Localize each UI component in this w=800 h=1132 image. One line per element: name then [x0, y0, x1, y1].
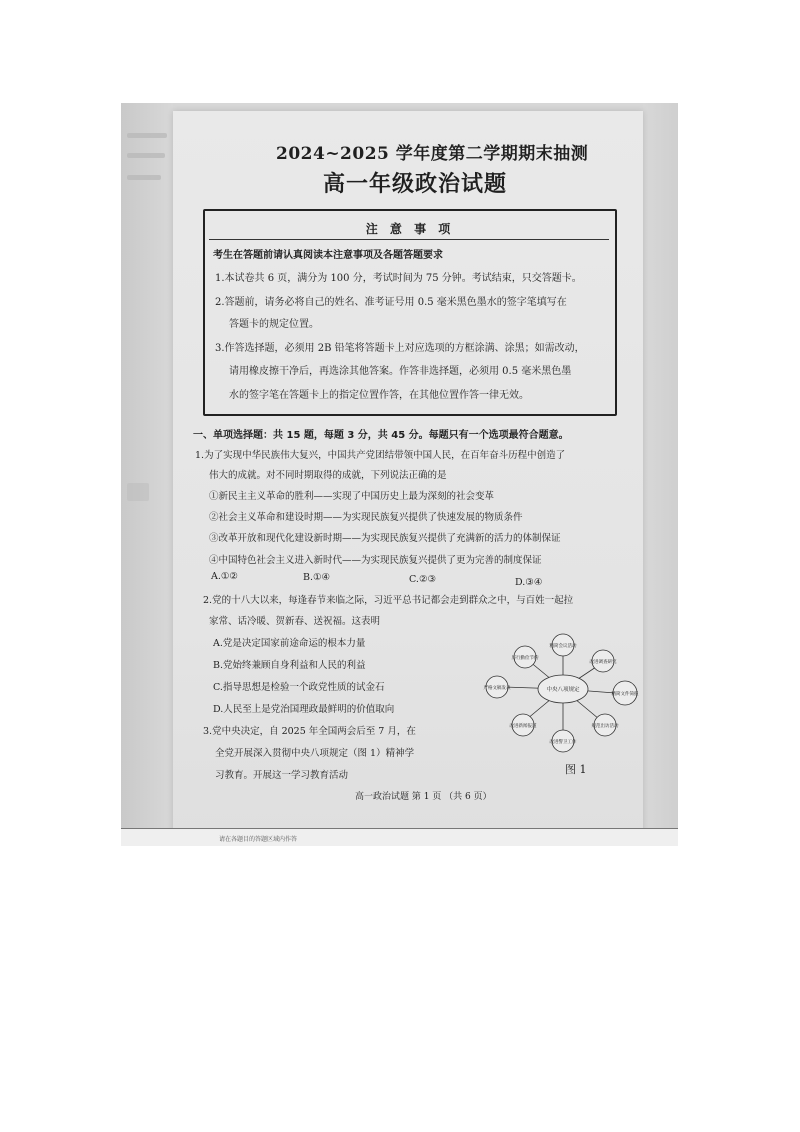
diagram-node-label: 精简会议活动: [549, 644, 577, 649]
diagram-node-label: 改进警卫工作: [549, 740, 577, 745]
q1-statement: ③改革开放和现代化建设新时期——为实现民族复兴提供了充满新的活力的体制保证: [209, 533, 561, 544]
q1-option: C.②③: [409, 574, 436, 585]
q2-option: A.党是决定国家前途命运的根本力量: [213, 638, 366, 649]
q3-stem: 习教育。开展这一学习教育活动: [215, 770, 349, 781]
q2-stem: 家常、话冷暖、贺新春、送祝福。这表明: [209, 616, 381, 627]
diagram-node-label: 精简文件简报: [611, 692, 639, 697]
photo-frame: [121, 103, 678, 846]
page-footer: 高一政治试题 第 1 页 （共 6 页）: [355, 792, 492, 802]
diagram-node-label: 规范出访活动: [591, 724, 619, 729]
answer-sheet-text: 请在各题目的答题区域内作答: [219, 836, 298, 843]
section-heading: 一、单项选择题：共 15 题，每题 3 分，共 45 分。每题只有一个选项最符合题意。: [193, 430, 569, 441]
q2-stem: 2.党的十八大以来，每逢春节来临之际，习近平总书记都会走到群众之中，与百姓一起拉: [203, 595, 574, 606]
diagram-node-label: 改进新闻报道: [509, 724, 537, 729]
notice-item: 2.答题前，请务必将自己的姓名、准考证号用 0.5 毫米黑色墨水的签字笔填写在: [215, 297, 567, 308]
q1-statement: ①新民主主义革命的胜利——实现了中国历史上最为深刻的社会变革: [209, 491, 495, 502]
q1-statement: ②社会主义革命和建设时期——为实现民族复兴提供了快速发展的物质条件: [209, 512, 523, 523]
notice-box: [203, 209, 617, 416]
background-page-right: [643, 103, 678, 846]
diagram-center-label: 中央八项规定: [546, 687, 580, 693]
q1-stem: 1.为了实现中华民族伟大复兴，中国共产党团结带领中国人民，在百年奋斗历程中创造了: [195, 450, 566, 461]
notice-item: 请用橡皮擦干净后，再选涂其他答案。作答非选择题，必须用 0.5 毫米黑色墨: [229, 366, 572, 377]
q2-option: B.党始终兼顾自身利益和人民的利益: [213, 660, 366, 671]
diagram-node-label: 厉行勤俭节约: [511, 656, 539, 661]
q3-stem: 全党开展深入贯彻中央八项规定（图 1）精神学: [215, 748, 415, 759]
q1-stem: 伟大的成就。对不同时期取得的成就，下列说法正确的是: [209, 470, 447, 481]
school-year-title: 2024~2025 学年度第二学期期末抽测: [276, 144, 589, 164]
notice-item: 1.本试卷共 6 页，满分为 100 分，考试时间为 75 分钟。考试结束，只交答题卡。: [215, 273, 582, 284]
notice-item: 答题卡的规定位置。: [229, 319, 319, 330]
q3-stem: 3.党中央决定，自 2025 年全国两会后至 7 月，在: [203, 726, 416, 737]
notice-divider: [209, 239, 609, 240]
exam-title: 高一年级政治试题: [323, 171, 508, 197]
figure-caption: 图 1: [565, 763, 587, 776]
background-page-left: [121, 103, 173, 846]
q1-statement: ④中国特色社会主义进入新时代——为实现民族复兴提供了更为完善的制度保证: [209, 555, 542, 566]
figure-1-diagram: [483, 631, 643, 761]
notice-item: 水的签字笔在答题卡上的指定位置作答，在其他位置作答一律无效。: [229, 390, 529, 401]
exam-page: [173, 111, 643, 836]
answer-sheet-edge: [121, 828, 678, 846]
notice-lead: 考生在答题前请认真阅读本注意事项及各题答题要求: [213, 250, 443, 261]
q1-option: D.③④: [515, 577, 543, 588]
diagram-node-label: 改进调查研究: [589, 660, 617, 665]
diagram-node-label: 严格文稿发表: [483, 686, 511, 691]
q1-option: A.①②: [211, 571, 238, 582]
notice-title: 注 意 事 项: [365, 222, 455, 236]
notice-item: 3.作答选择题，必须用 2B 铅笔将答题卡上对应选项的方框涂满、涂黑；如需改动，: [215, 343, 585, 354]
q2-option: D.人民至上是党治国理政最鲜明的价值取向: [213, 704, 395, 715]
q2-option: C.指导思想是检验一个政党性质的试金石: [213, 682, 385, 693]
q1-option: B.①④: [303, 572, 331, 583]
